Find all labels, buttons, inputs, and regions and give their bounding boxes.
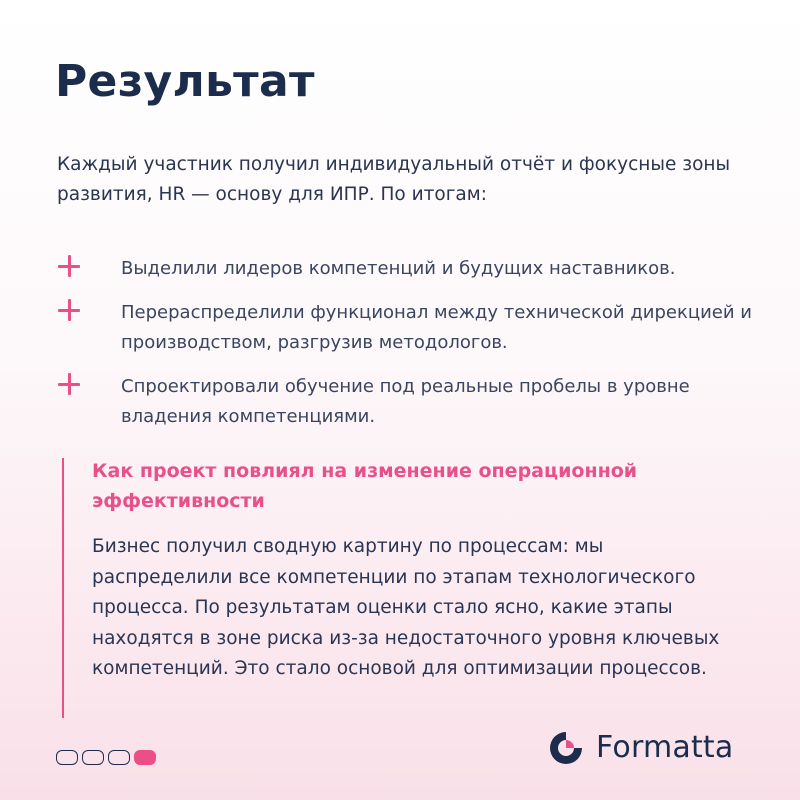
callout-block xyxy=(62,458,754,718)
list-item-text: Выделили лидеров компетенций и будущих наставников. xyxy=(121,258,676,279)
plus-icon xyxy=(57,254,81,278)
pagination-dot[interactable] xyxy=(108,750,130,765)
pagination-dot[interactable] xyxy=(82,750,104,765)
brand-name: Formatta xyxy=(596,730,734,765)
plus-icon xyxy=(57,298,81,322)
list-item-text: Спроектировали обучение под реальные пробелы в уровне владения компетенциями. xyxy=(121,376,690,427)
callout-body: Бизнес получил сводную картину по процессам: мы распределили все компетенции по этапам технологического процесса. По результатам оценки стало ясно, какие этапы находятся в зоне риска из-за недостаточного уровня ключевых компетенций. Это стало основой для оптимизации процессов. xyxy=(92,536,720,679)
pagination-dots xyxy=(56,747,160,767)
pagination-dot-active[interactable] xyxy=(134,750,156,765)
callout-title: Как проект повлиял на изменение операционной эффективности xyxy=(92,460,638,512)
formatta-logo-icon xyxy=(548,730,584,766)
pagination-dot[interactable] xyxy=(56,750,78,765)
list-item-text: Перераспределили функционал между технической дирекцией и производством, разгрузив методологов. xyxy=(121,302,752,353)
intro-text: Каждый участник получил индивидуальный отчёт и фокусные зоны развития, HR — основу для ИПР. По итогам: xyxy=(57,154,731,205)
page-title: Результат xyxy=(55,56,315,107)
plus-icon xyxy=(57,372,81,396)
